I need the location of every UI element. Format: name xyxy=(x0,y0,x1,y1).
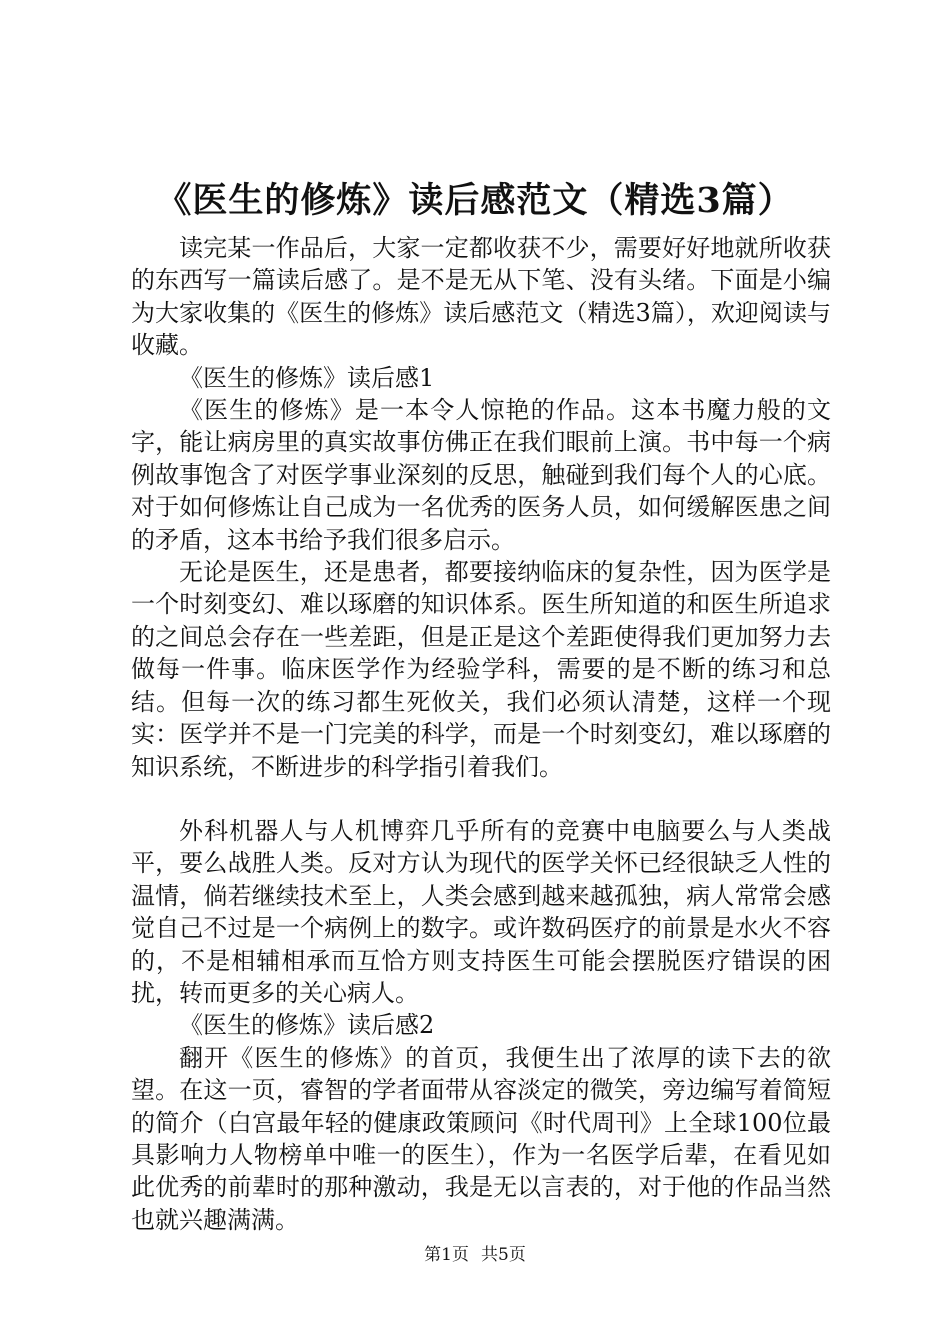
section-heading-2: 《医生的修炼》读后感2 xyxy=(179,1011,435,1040)
body-paragraph: 翻开《医生的修炼》的首页，我便生出了浓厚的读下去的欲望。在这一页，睿智的学者面带从容淡定的微笑，旁边编写着简短的简介（白宫最年轻的健康政策顾问《时代周刊》上全球100位最具影响力人物榜单中唯一的医生），作为一名医学后辈，在看见如此优秀的前辈时的那种激动，我是无以言表的，对于他的作品当然也就兴趣满满。 xyxy=(131,1043,831,1234)
document-title: 《医生的修炼》读后感范文（精选3篇） xyxy=(156,180,794,221)
body-paragraph: 外科机器人与人机博弈几乎所有的竞赛中电脑要么与人类战平，要么战胜人类。反对方认为现代的医学关怀已经很缺乏人性的温情，倘若继续技术至上，人类会感到越来越孤独，病人常常会感觉自己不过是一个病例上的数字。或许数码医疗的前景是水火不容的，不是相辅相承而互恰方则支持医生可能会摆脱医疗错误的困扰，转而更多的关心病人。 xyxy=(131,816,831,1007)
page-number: 第1页 xyxy=(424,1245,469,1265)
intro-paragraph: 读完某一作品后，大家一定都收获不少，需要好好地就所收获的东西写一篇读后感了。是不是无从下笔、没有头绪。下面是小编为大家收集的《医生的修炼》读后感范文（精选3篇），欢迎阅读与收藏。 xyxy=(131,234,831,360)
page-total: 共5页 xyxy=(481,1245,526,1265)
paragraph-gap xyxy=(131,783,831,815)
section-heading-1: 《医生的修炼》读后感1 xyxy=(179,363,435,392)
document-body xyxy=(131,232,831,1236)
body-paragraph: 《医生的修炼》是一本令人惊艳的作品。这本书魔力般的文字，能让病房里的真实故事仿佛正在我们眼前上演。书中每一个病例故事饱含了对医学事业深刻的反思，触碰到我们每个人的心底。对于如何修炼让自己成为一名优秀的医务人员，如何缓解医患之间的矛盾，这本书给予我们很多启示。 xyxy=(131,396,831,554)
body-paragraph: 无论是医生，还是患者，都要接纳临床的复杂性，因为医学是一个时刻变幻、难以琢磨的知识体系。医生所知道的和医生所追求的之间总会存在一些差距，但是正是这个差距使得我们更加努力去做每一件事。临床医学作为经验学科，需要的是不断的练习和总结。但每一次的练习都生死攸关，我们必须认清楚，这样一个现实：医学并不是一门完美的科学，而是一个时刻变幻，难以琢磨的知识系统，不断进步的科学指引着我们。 xyxy=(131,558,831,781)
page-footer xyxy=(0,1243,950,1267)
